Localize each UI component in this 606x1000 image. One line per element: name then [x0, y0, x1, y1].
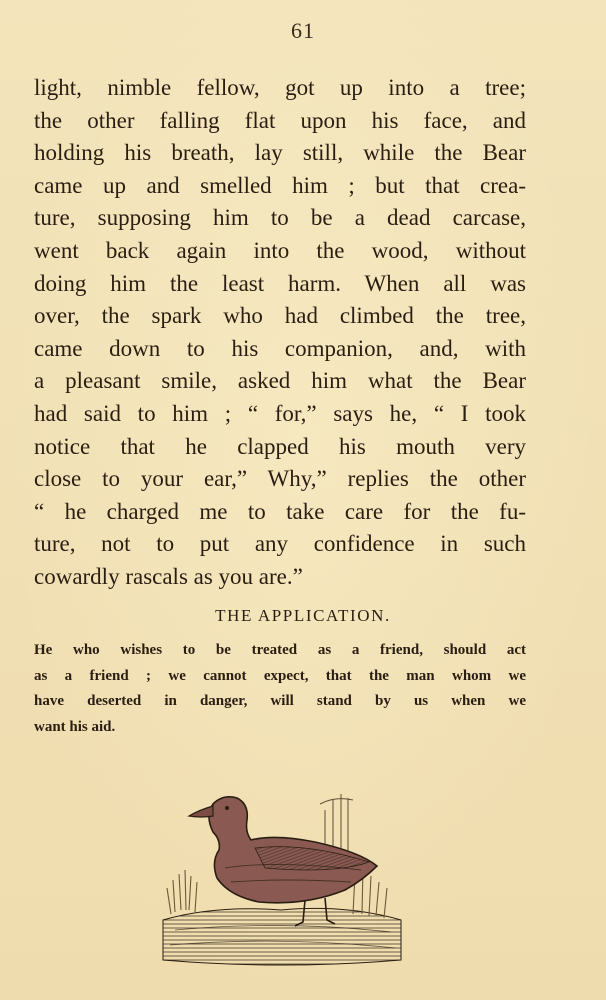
- text-line: light, nimble fellow, got up into a tree;: [34, 75, 526, 100]
- text-line: close to your ear,” Why,” replies the other: [34, 466, 526, 492]
- text-line: cowardly rascals as you are.”: [34, 563, 303, 589]
- text-line: a pleasant smile, asked him what the Bear: [34, 368, 526, 394]
- text-line: over, the spark who had climbed the tree,: [34, 303, 526, 329]
- text-line: ture, supposing him to be a dead carcase,: [34, 205, 526, 231]
- duck-eye: [225, 806, 229, 810]
- application-line: as a friend ; we cannot expect, that the man whom we: [34, 667, 526, 684]
- application-text: [34, 638, 526, 740]
- application-line: have deserted in danger, will stand by us when we: [34, 693, 526, 710]
- duck-beak: [189, 806, 213, 817]
- text-line: went back again into the wood, without: [34, 237, 526, 263]
- page-number: 61: [291, 18, 315, 43]
- text-line: came down to his companion, and, with: [34, 335, 526, 361]
- ground: [163, 908, 401, 965]
- text-line: had said to him ; “ for,” says he, “ I took: [34, 400, 526, 426]
- text-line: ture, not to put any confidence in such: [34, 531, 526, 557]
- application-line: want his aid.: [34, 718, 116, 735]
- text-line: doing him the least harm. When all was: [34, 270, 526, 296]
- application-line: He who wishes to be treated as a friend, should act: [34, 642, 526, 658]
- fable-text: [34, 72, 526, 594]
- text-line: came up and smelled him ; but that crea-: [34, 172, 526, 198]
- text-line: notice that he clapped his mouth very: [34, 433, 526, 459]
- application-heading: THE APPLICATION.: [215, 606, 391, 625]
- text-line: holding his breath, lay still, while the Bear: [34, 140, 526, 166]
- text-line: the other falling flat upon his face, and: [34, 107, 526, 133]
- text-line: “ he charged me to take care for the fu-: [34, 498, 526, 524]
- duck-woodcut-illustration: [155, 770, 407, 975]
